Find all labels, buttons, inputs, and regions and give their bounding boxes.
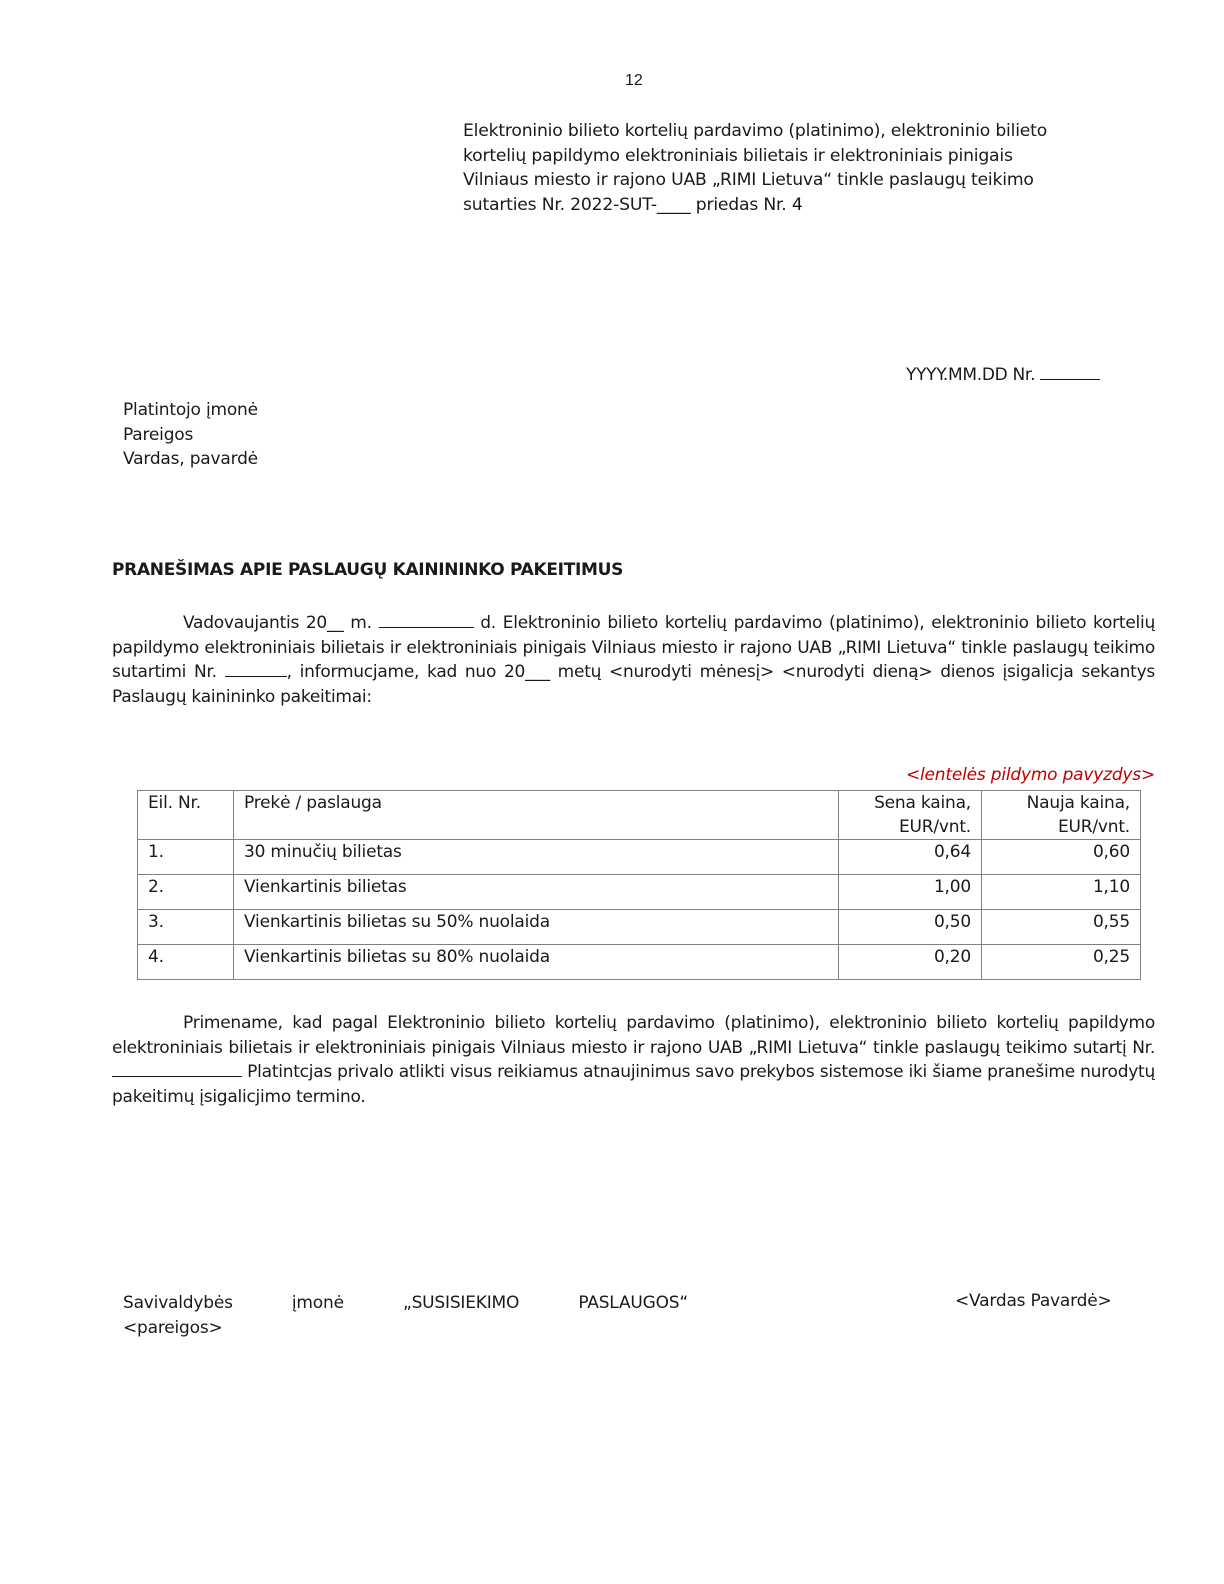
intro-text-2: d. Elektroninio bilieto kortelių pardavimo (platinimo), elektroninio bilieto kortelių papildymo elektroniniais bilietais ir elektroniniais pinigais Vilniaus miesto ir rajono UAB „RIMI Lietuva“ tinkle paslaugų teikimo sutartimi Nr. — [112, 613, 1156, 682]
signatory-org-word: įmonė — [291, 1293, 344, 1313]
signatory-name: <Vardas Pavardė> — [955, 1291, 1112, 1311]
cell-no: 1. — [138, 840, 234, 875]
cell-no: 2. — [138, 875, 234, 910]
page-number: 12 — [625, 72, 643, 89]
intro-text-3: , informucjame, kad nuo 20___ metų <nurodyti mėnesį> <nurodyti dieną> dienos įsigalicja sekantys Paslaugų kainininko pakeitimai: — [112, 662, 1155, 707]
table-example-note: <lentelės pildymo pavyzdys> — [905, 765, 1155, 785]
table-row — [138, 910, 1141, 945]
addressee-block — [123, 398, 258, 472]
annex-header — [463, 119, 1163, 217]
table-row — [138, 840, 1141, 875]
cell-no: 3. — [138, 910, 234, 945]
contract-number-blank — [225, 661, 287, 677]
signatory-position: <pareigos> — [123, 1317, 223, 1338]
date-number-line — [906, 364, 1100, 385]
signatory-org-word: Savivaldybės — [123, 1293, 233, 1313]
addressee-name: Vardas, pavardė — [123, 449, 258, 469]
cell-new-price: 0,55 — [982, 910, 1141, 945]
cell-item: 30 minučių bilietas — [234, 840, 839, 875]
header-no: Eil. Nr. — [138, 791, 234, 840]
header-new-price: Nauja kaina, EUR/vnt. — [982, 791, 1141, 840]
number-blank — [1040, 364, 1100, 380]
cell-old-price: 1,00 — [839, 875, 982, 910]
cell-old-price: 0,64 — [839, 840, 982, 875]
annex-header-line: sutarties Nr. 2022-SUT-____ priedas Nr. 4 — [463, 194, 803, 215]
table-row — [138, 875, 1141, 910]
cell-item: Vienkartinis bilietas su 80% nuolaida — [234, 945, 839, 980]
reminder-text-1: Primename, kad pagal Elektroninio bilieto kortelių pardavimo (platinimo), elektroninio bilieto kortelių papildymo elektroniniais bilietais ir elektroniniais pinigais Vilniaus miesto ir rajono UAB „RIMI Lietuva“ tinkle paslaugų teikimo sutartį Nr. — [112, 1013, 1155, 1058]
table-row — [138, 945, 1141, 980]
cell-old-price: 0,20 — [839, 945, 982, 980]
date-blank — [379, 612, 474, 628]
signatory-org-word: PASLAUGOS“ — [578, 1293, 688, 1313]
header-old-price: Sena kaina, EUR/vnt. — [839, 791, 982, 840]
cell-no: 4. — [138, 945, 234, 980]
cell-new-price: 1,10 — [982, 875, 1141, 910]
cell-new-price: 0,25 — [982, 945, 1141, 980]
annex-header-line: Vilniaus miesto ir rajono UAB „RIMI Lietuva“ tinkle paslaugų teikimo — [463, 170, 1034, 190]
table-header-row — [138, 791, 1141, 840]
intro-paragraph — [112, 611, 1155, 709]
contract-number-blank — [112, 1061, 242, 1077]
date-number-label: YYYY.MM.DD Nr. — [906, 365, 1036, 385]
intro-text-1: Vadovaujantis 20__ m. — [183, 613, 379, 633]
signatory-organization — [123, 1291, 688, 1340]
annex-header-line: kortelių papildymo elektroniniais bilietais ir elektroniniais pinigais — [463, 145, 1013, 166]
addressee-company: Platintojo įmonė — [123, 400, 258, 420]
reminder-paragraph — [112, 1011, 1155, 1109]
cell-new-price: 0,60 — [982, 840, 1141, 875]
cell-item: Vienkartinis bilietas — [234, 875, 839, 910]
annex-header-line: Elektroninio bilieto kortelių pardavimo (platinimo), elektroninio bilieto — [463, 121, 1048, 141]
cell-item: Vienkartinis bilietas su 50% nuolaida — [234, 910, 839, 945]
reminder-text-2: Platintcjas privalo atlikti visus reikiamus atnaujinimus savo prekybos sistemose iki šiame pranešime nurodytų pakeitimų įsigalicjimo termino. — [112, 1062, 1155, 1107]
cell-old-price: 0,50 — [839, 910, 982, 945]
price-change-table — [137, 790, 1141, 980]
signatory-org-word: „SUSISIEKIMO — [402, 1293, 520, 1313]
addressee-position: Pareigos — [123, 424, 194, 445]
document-title: PRANEŠIMAS APIE PASLAUGŲ KAINININKO PAKEITIMUS — [112, 560, 624, 580]
header-item: Prekė / paslauga — [234, 791, 839, 840]
